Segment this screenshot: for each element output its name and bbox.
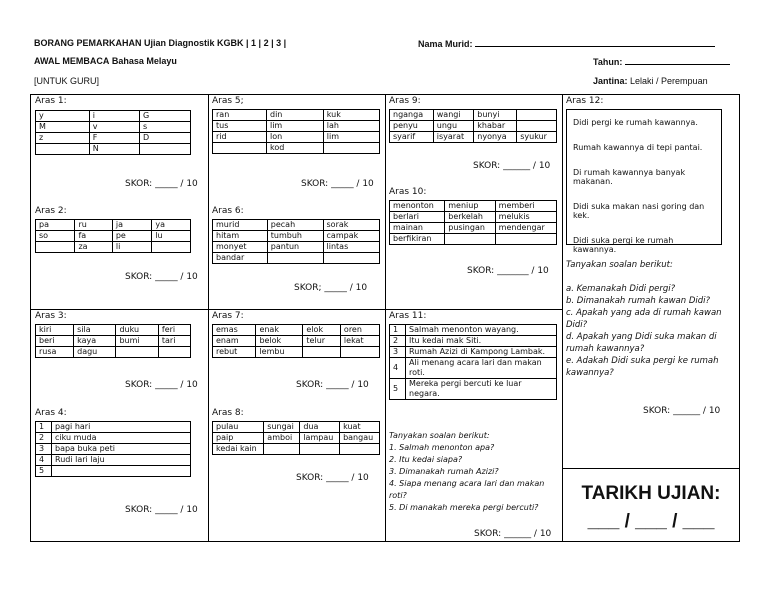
aras4-table	[35, 421, 191, 477]
aras6-title: Aras 6:	[212, 206, 244, 216]
aras6-row	[213, 231, 380, 242]
aras1-cell: i	[89, 111, 139, 122]
aras3-table	[35, 324, 191, 358]
aras5-cell: lah	[323, 121, 379, 132]
aras4-cell: 5	[36, 466, 52, 477]
aras3-cell: duku	[116, 325, 158, 336]
aras3-score[interactable]: SKOR: _____ / 10	[125, 380, 198, 390]
aras7-cell: lembu	[256, 347, 303, 358]
aras10-cell: pusingan	[445, 223, 495, 234]
aras1-cell: D	[139, 133, 190, 144]
aras5-cell: lim	[323, 132, 379, 143]
aras8-score[interactable]: SKOR: _____ / 10	[296, 473, 369, 483]
aras6-cell: hitam	[213, 231, 268, 242]
aras3-cell: bumi	[116, 336, 158, 347]
aras9-title: Aras 9:	[389, 96, 421, 106]
aras10-row	[390, 212, 557, 223]
aras11-cell: 5	[390, 379, 406, 400]
aras4-row	[36, 455, 191, 466]
student-name-field[interactable]	[475, 38, 715, 47]
aras2-cell: ru	[75, 220, 112, 231]
gender-options[interactable]: Lelaki / Perempuan	[630, 76, 708, 86]
aras11-row	[390, 358, 557, 379]
aras8-cell: bangau	[340, 433, 380, 444]
aras6-cell: sorak	[323, 220, 379, 231]
aras11-question: 4. Siapa menang acara lari dan makan roti?	[389, 479, 545, 500]
gender-label: Jantina:	[593, 76, 628, 86]
aras2-score[interactable]: SKOR: _____ / 10	[125, 272, 198, 282]
aras8-cell	[340, 444, 380, 455]
aras11-score[interactable]: SKOR: ______ / 10	[474, 529, 552, 539]
aras2-table	[35, 219, 191, 253]
aras5-cell: kuk	[323, 110, 379, 121]
aras9-row	[390, 132, 557, 143]
aras2-cell: li	[112, 242, 151, 253]
aras2-cell: lu	[152, 231, 191, 242]
year-label: Tahun:	[593, 57, 623, 67]
assessment-grid	[30, 94, 740, 542]
aras5-cell: ran	[213, 110, 267, 121]
aras7-cell: telur	[303, 336, 341, 347]
aras4-cell: bapa buka peti	[52, 444, 191, 455]
aras5-title: Aras 5;	[212, 96, 244, 106]
aras10-cell: melukis	[495, 212, 556, 223]
aras8-cell: kedai kain	[213, 444, 264, 455]
aras9-cell: penyu	[390, 121, 434, 132]
aras12-story-box	[566, 109, 722, 254]
aras8-title: Aras 8:	[212, 408, 244, 418]
aras3-row	[36, 347, 191, 358]
aras7-row	[213, 336, 380, 347]
aras3-cell: tari	[158, 336, 190, 347]
aras1-title: Aras 1:	[35, 96, 67, 106]
aras12-questions-title: Tanyakan soalan berikut:	[566, 260, 673, 270]
aras7-cell: belok	[256, 336, 303, 347]
aras9-cell	[517, 110, 557, 121]
aras7-cell: elok	[303, 325, 341, 336]
aras5-row	[213, 121, 380, 132]
aras10-cell: menonton	[390, 201, 445, 212]
aras11-row	[390, 379, 557, 400]
aras1-row	[36, 133, 191, 144]
aras10-row	[390, 223, 557, 234]
subtitle-rest: Bahasa Melayu	[111, 56, 177, 66]
aras10-cell: mainan	[390, 223, 445, 234]
aras10-title: Aras 10:	[389, 187, 427, 197]
aras11-questions-title: Tanyakan soalan berikut:	[389, 431, 490, 440]
aras7-score[interactable]: SKOR: _____ / 10	[296, 380, 369, 390]
aras7-cell: rebut	[213, 347, 256, 358]
row-divider	[31, 309, 562, 310]
aras5-cell	[323, 143, 379, 154]
aras4-cell: 3	[36, 444, 52, 455]
aras3-cell: beri	[36, 336, 74, 347]
aras11-cell: Itu kedai mak Siti.	[406, 336, 557, 347]
aras3-cell: rusa	[36, 347, 74, 358]
aras3-cell	[116, 347, 158, 358]
aras6-cell: bandar	[213, 253, 268, 264]
aras9-cell: syukur	[517, 132, 557, 143]
aras6-row	[213, 220, 380, 231]
aras6-table	[212, 219, 380, 264]
aras9-cell: khabar	[474, 121, 517, 132]
aras5-cell: lim	[266, 121, 323, 132]
aras6-row	[213, 253, 380, 264]
aras2-cell: ja	[112, 220, 151, 231]
aras7-row	[213, 347, 380, 358]
aras8-cell: amboi	[264, 433, 300, 444]
aras6-row	[213, 242, 380, 253]
aras7-cell: enam	[213, 336, 256, 347]
aras8-cell: dua	[300, 422, 340, 433]
aras6-cell: pecah	[267, 220, 323, 231]
subtitle-bold: AWAL MEMBACA	[34, 56, 110, 66]
aras10-cell: berkelah	[445, 212, 495, 223]
aras7-cell: oren	[340, 325, 379, 336]
aras8-cell: paip	[213, 433, 264, 444]
aras4-cell: pagi hari	[52, 422, 191, 433]
aras8-cell	[300, 444, 340, 455]
gender-row	[593, 76, 708, 86]
aras12-story-line: Didi pergi ke rumah kawannya.	[573, 118, 698, 127]
aras7-title: Aras 7:	[212, 311, 244, 321]
aras11-cell: Salmah menonton wayang.	[406, 325, 557, 336]
aras12-title: Aras 12:	[566, 96, 604, 106]
aras8-cell: pulau	[213, 422, 264, 433]
aras12-story-line: Rumah kawannya di tepi pantai.	[573, 143, 703, 152]
column-divider	[562, 95, 563, 541]
aras12-question: b. Dimanakah rumah kawan Didi?	[566, 296, 711, 306]
teacher-note: [UNTUK GURU]	[34, 76, 99, 86]
aras3-title: Aras 3:	[35, 311, 67, 321]
aras2-cell: ya	[152, 220, 191, 231]
aras3-cell: dagu	[74, 347, 116, 358]
aras11-row	[390, 336, 557, 347]
aras11-cell: Mereka pergi bercuti ke luar negara.	[406, 379, 557, 400]
aras4-row	[36, 422, 191, 433]
aras8-cell: lampau	[300, 433, 340, 444]
aras12-story-line: Di rumah kawannya banyak makanan.	[573, 168, 686, 186]
aras6-cell: campak	[323, 231, 379, 242]
aras8-row	[213, 433, 380, 444]
aras11-cell: 2	[390, 336, 406, 347]
aras5-row	[213, 143, 380, 154]
aras12-question: d. Apakah yang Didi suka makan di rumah kawannya?	[566, 332, 717, 354]
aras12-story-line: Didi suka makan nasi goring dan kek.	[573, 202, 705, 220]
aras3-cell	[158, 347, 190, 358]
aras11-cell: Rumah Azizi di Kampong Lambak.	[406, 347, 557, 358]
aras10-cell	[495, 234, 556, 245]
aras7-cell	[340, 347, 379, 358]
aras2-cell: pa	[36, 220, 75, 231]
aras10-cell: berfikiran	[390, 234, 445, 245]
aras9-cell	[517, 121, 557, 132]
student-name-label: Nama Murid:	[418, 39, 473, 49]
aras1-cell: M	[36, 122, 90, 133]
aras3-row	[36, 336, 191, 347]
aras4-cell: 2	[36, 433, 52, 444]
aras11-question: 2. Itu kedai siapa?	[389, 455, 463, 464]
aras10-score[interactable]: SKOR: _______ / 10	[467, 266, 549, 276]
aras1-cell: s	[139, 122, 190, 133]
aras7-cell: emas	[213, 325, 256, 336]
aras11-title: Aras 11:	[389, 311, 427, 321]
row-divider	[562, 468, 740, 469]
aras9-cell: isyarat	[433, 132, 474, 143]
aras5-cell: tus	[213, 121, 267, 132]
aras11-row	[390, 347, 557, 358]
aras6-cell	[323, 253, 379, 264]
aras8-row	[213, 444, 380, 455]
aras2-cell	[36, 242, 75, 253]
aras4-cell: 1	[36, 422, 52, 433]
aras10-cell	[445, 234, 495, 245]
aras6-cell	[267, 253, 323, 264]
aras9-cell: wangi	[433, 110, 474, 121]
aras2-title: Aras 2:	[35, 206, 67, 216]
aras5-row	[213, 110, 380, 121]
aras2-cell: pe	[112, 231, 151, 242]
aras5-cell	[213, 143, 267, 154]
aras10-cell: mendengar	[495, 223, 556, 234]
aras12-story-line: Didi suka pergi ke rumah kawannya.	[573, 236, 674, 254]
form-levels: | 1 | 2 | 3 |	[246, 38, 287, 48]
aras4-cell: ciku muda	[52, 433, 191, 444]
aras4-row	[36, 433, 191, 444]
aras6-score[interactable]: SKOR; _____ / 10	[294, 283, 368, 293]
aras4-title: Aras 4:	[35, 408, 67, 418]
aras1-score[interactable]: SKOR: _____ / 10	[125, 179, 198, 189]
aras7-cell: enak	[256, 325, 303, 336]
aras5-cell: kod	[266, 143, 323, 154]
aras9-score[interactable]: SKOR: ______ / 10	[473, 161, 551, 171]
aras9-table	[389, 109, 557, 143]
test-date-label: TARIKH UJIAN:	[581, 483, 721, 504]
aras7-table	[212, 324, 380, 358]
aras1-cell	[139, 144, 190, 155]
aras6-cell: monyet	[213, 242, 268, 253]
aras1-cell: N	[89, 144, 139, 155]
aras5-table	[212, 109, 380, 154]
aras10-cell: berlari	[390, 212, 445, 223]
aras12-question: c. Apakah yang ada di rumah kawan Didi?	[566, 308, 722, 330]
aras10-table	[389, 200, 557, 245]
aras10-row	[390, 201, 557, 212]
aras1-row	[36, 122, 191, 133]
aras11-cell: 1	[390, 325, 406, 336]
aras9-cell: nyonya	[474, 132, 517, 143]
aras2-cell	[152, 242, 191, 253]
aras6-cell: lintas	[323, 242, 379, 253]
aras8-table	[212, 421, 380, 455]
aras12-questions	[566, 259, 736, 379]
aras12-score[interactable]: SKOR: ______ / 10	[643, 406, 721, 416]
aras11-questions	[389, 430, 559, 514]
student-name-row	[418, 38, 715, 49]
aras1-row	[36, 144, 191, 155]
year-field[interactable]	[625, 56, 730, 65]
aras12-question: e. Adakah Didi suka pergi ke rumah kawannya?	[566, 356, 719, 378]
aras8-row	[213, 422, 380, 433]
aras4-row	[36, 466, 191, 477]
aras3-cell: kiri	[36, 325, 74, 336]
aras5-cell: rid	[213, 132, 267, 143]
aras11-cell: 4	[390, 358, 406, 379]
aras12-question: a. Kemanakah Didi pergi?	[566, 284, 676, 294]
aras3-cell: sila	[74, 325, 116, 336]
aras1-row	[36, 111, 191, 122]
aras1-cell: F	[89, 133, 139, 144]
aras1-table	[35, 110, 191, 155]
aras4-cell: Rudi lari laju	[52, 455, 191, 466]
form-subtitle	[34, 56, 177, 66]
test-date-blanks[interactable]: ___ / ___ / ___	[587, 511, 715, 532]
aras6-cell: tumbuh	[267, 231, 323, 242]
aras1-cell: z	[36, 133, 90, 144]
aras2-cell: so	[36, 231, 75, 242]
aras7-cell: lekat	[340, 336, 379, 347]
aras8-cell: sungai	[264, 422, 300, 433]
aras3-cell: kaya	[74, 336, 116, 347]
aras8-cell: kuat	[340, 422, 380, 433]
aras4-cell: 4	[36, 455, 52, 466]
aras3-cell: feri	[158, 325, 190, 336]
aras2-row	[36, 242, 191, 253]
aras9-row	[390, 121, 557, 132]
aras9-cell: nganga	[390, 110, 434, 121]
aras10-row	[390, 234, 557, 245]
aras5-score[interactable]: SKOR: _____ / 10	[301, 179, 374, 189]
aras1-cell: v	[89, 122, 139, 133]
aras7-cell	[303, 347, 341, 358]
aras4-row	[36, 444, 191, 455]
aras7-row	[213, 325, 380, 336]
aras2-cell: za	[75, 242, 112, 253]
aras9-cell: syarif	[390, 132, 434, 143]
aras8-cell	[264, 444, 300, 455]
aras6-cell: pantun	[267, 242, 323, 253]
aras1-cell: y	[36, 111, 90, 122]
aras4-cell	[52, 466, 191, 477]
aras9-cell: ungu	[433, 121, 474, 132]
aras5-row	[213, 132, 380, 143]
aras11-question: 5. Di manakah mereka pergi bercuti?	[389, 503, 539, 512]
aras3-row	[36, 325, 191, 336]
aras10-cell: memberi	[495, 201, 556, 212]
aras5-cell: din	[266, 110, 323, 121]
aras11-cell: Ali menang acara lari dan makan roti.	[406, 358, 557, 379]
aras11-cell: 3	[390, 347, 406, 358]
aras11-table	[389, 324, 557, 400]
aras11-question: 1. Salmah menonton apa?	[389, 443, 495, 452]
aras11-row	[390, 325, 557, 336]
aras2-row	[36, 220, 191, 231]
aras11-question: 3. Dimanakah rumah Azizi?	[389, 467, 499, 476]
form-title-text: BORANG PEMARKAHAN Ujian Diagnostik KGBK	[34, 38, 244, 48]
aras1-cell	[36, 144, 90, 155]
aras4-score[interactable]: SKOR: _____ / 10	[125, 505, 198, 515]
aras6-cell: murid	[213, 220, 268, 231]
year-row	[593, 56, 730, 67]
column-divider	[385, 95, 386, 541]
column-divider	[208, 95, 209, 541]
aras2-row	[36, 231, 191, 242]
aras9-row	[390, 110, 557, 121]
aras10-cell: meniup	[445, 201, 495, 212]
aras5-cell: lon	[266, 132, 323, 143]
aras9-cell: bunyi	[474, 110, 517, 121]
form-title	[34, 38, 286, 48]
aras1-cell: G	[139, 111, 190, 122]
aras2-cell: fa	[75, 231, 112, 242]
